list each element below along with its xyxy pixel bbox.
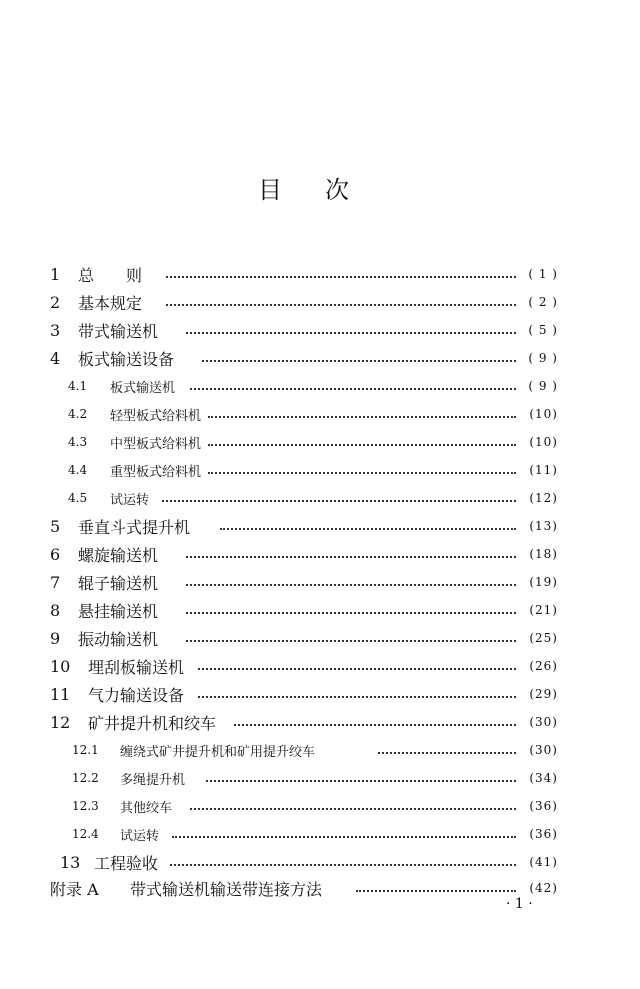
dot-leader — [208, 415, 516, 418]
toc-entry-label: 多绳提升机 — [120, 772, 186, 788]
toc-entry-label: 轻型板式给料机 — [110, 408, 202, 424]
dot-leader — [186, 611, 516, 614]
toc-entry-label: 基本规定 — [78, 293, 143, 313]
toc-entry-number: 12 — [50, 712, 71, 732]
toc-entry-number: 6 — [50, 544, 61, 564]
dot-leader — [172, 835, 516, 838]
toc-entry-label: 其他绞车 — [120, 800, 173, 816]
toc-entry-label: 带式输送机 — [78, 321, 159, 341]
toc-entry-appendix-a[interactable] — [0, 876, 640, 900]
toc-entry-number: 11 — [50, 684, 71, 704]
toc-entry-page: (13) — [529, 519, 558, 533]
toc-entry-9[interactable] — [0, 626, 640, 650]
toc-entry-page: (19) — [529, 575, 558, 589]
toc-entry-page: (10) — [529, 407, 558, 421]
toc-entry-page: (10) — [529, 435, 558, 449]
dot-leader — [186, 583, 516, 586]
toc-entry-label: 带式输送机输送带连接方法 — [130, 879, 323, 899]
toc-entry-label: 矿井提升机和绞车 — [88, 713, 217, 733]
dot-leader — [186, 331, 516, 334]
toc-entry-page: (34) — [529, 771, 558, 785]
toc-entry-label: 悬挂输送机 — [78, 601, 159, 621]
toc-entry-label: 中型板式给料机 — [110, 436, 202, 452]
dot-leader — [166, 275, 516, 278]
toc-entry-number: 12.4 — [72, 827, 99, 841]
toc-entry-page: (11) — [529, 463, 558, 477]
toc-entry-13[interactable] — [0, 850, 640, 874]
toc-entry-label: 螺旋输送机 — [78, 545, 159, 565]
toc-entry-number: 10 — [50, 656, 71, 676]
toc-entry-4-1[interactable] — [0, 374, 640, 398]
toc-entry-label: 试运转 — [120, 828, 160, 844]
toc-entry-12-1[interactable] — [0, 738, 640, 762]
dot-leader — [198, 667, 516, 670]
toc-entry-page: ( 1 ) — [528, 267, 558, 281]
dot-leader — [190, 387, 516, 390]
toc-entry-page: (36) — [529, 827, 558, 841]
toc-entry-10[interactable] — [0, 654, 640, 678]
toc-entry-label: 总 则 — [78, 265, 143, 285]
toc-entry-label: 缠绕式矿井提升机和矿用提升绞车 — [120, 744, 316, 760]
toc-entry-label: 埋刮板输送机 — [88, 657, 185, 677]
toc-entry-label: 试运转 — [110, 492, 150, 508]
toc-entry-number: 4 — [50, 348, 61, 368]
dot-leader — [208, 443, 516, 446]
toc-entry-4-5[interactable] — [0, 486, 640, 510]
toc-entry-page: ( 9 ) — [528, 379, 558, 393]
toc-entry-4-4[interactable] — [0, 458, 640, 482]
dot-leader — [378, 751, 516, 754]
toc-entry-4-3[interactable] — [0, 430, 640, 454]
toc-entry-12-3[interactable] — [0, 794, 640, 818]
toc-entry-2[interactable] — [0, 290, 640, 314]
dot-leader — [220, 527, 516, 530]
toc-entry-number: 2 — [50, 292, 61, 312]
dot-leader — [206, 779, 516, 782]
dot-leader — [186, 555, 516, 558]
toc-entry-4-2[interactable] — [0, 402, 640, 426]
toc-entry-12-4[interactable] — [0, 822, 640, 846]
toc-entry-1[interactable] — [0, 262, 640, 286]
toc-entry-page: (18) — [529, 547, 558, 561]
title-char-1: 目 — [258, 176, 282, 204]
toc-entry-number: 13 — [60, 852, 81, 872]
toc-entry-page: (41) — [529, 855, 558, 869]
toc-entry-4[interactable] — [0, 346, 640, 370]
toc-entry-page: (12) — [529, 491, 558, 505]
toc-entry-page: (25) — [529, 631, 558, 645]
toc-entry-label: 辊子输送机 — [78, 573, 159, 593]
toc-entry-number: 4.4 — [68, 463, 88, 477]
toc-entry-label: 重型板式给料机 — [110, 464, 202, 480]
toc-entry-page: ( 5 ) — [528, 323, 558, 337]
toc-entry-label: 气力输送设备 — [88, 685, 185, 705]
toc-entry-label: 工程验收 — [94, 853, 159, 873]
toc-entry-5[interactable] — [0, 514, 640, 538]
toc-entry-page: ( 2 ) — [528, 295, 558, 309]
dot-leader — [202, 359, 516, 362]
dot-leader — [190, 807, 516, 810]
toc-entry-page: (30) — [529, 715, 558, 729]
toc-entry-12-2[interactable] — [0, 766, 640, 790]
dot-leader — [170, 863, 516, 866]
toc-entry-label: 板式输送机 — [110, 380, 176, 396]
toc-entry-number: 8 — [50, 600, 61, 620]
title-char-2: 次 — [325, 176, 349, 204]
toc-entry-page: (21) — [529, 603, 558, 617]
toc-entry-12[interactable] — [0, 710, 640, 734]
dot-leader — [234, 723, 516, 726]
toc-entry-number: 12.2 — [72, 771, 99, 785]
page-number: · 1 · — [506, 896, 533, 912]
toc-entry-11[interactable] — [0, 682, 640, 706]
dot-leader — [186, 639, 516, 642]
toc-entry-8[interactable] — [0, 598, 640, 622]
toc-entry-number: 3 — [50, 320, 61, 340]
toc-entry-number: 4.5 — [68, 491, 88, 505]
toc-entry-number: 4.1 — [68, 379, 88, 393]
toc-entry-page: ( 9 ) — [528, 351, 558, 365]
toc-entry-6[interactable] — [0, 542, 640, 566]
dot-leader — [208, 471, 516, 474]
toc-entry-number: 4.2 — [68, 407, 88, 421]
dot-leader — [162, 499, 516, 502]
toc-entry-number: 12.3 — [72, 799, 99, 813]
toc-entry-3[interactable] — [0, 318, 640, 342]
toc-entry-label: 板式输送设备 — [78, 349, 175, 369]
toc-entry-number: 12.1 — [72, 743, 99, 757]
dot-leader — [198, 695, 516, 698]
dot-leader — [166, 303, 516, 306]
toc-entry-page: (36) — [529, 799, 558, 813]
toc-entry-7[interactable] — [0, 570, 640, 594]
toc-entry-number: 1 — [50, 264, 61, 284]
toc-entry-number: 5 — [50, 516, 61, 536]
toc-entry-number: 7 — [50, 572, 61, 592]
dot-leader — [356, 889, 516, 892]
toc-entry-number: 9 — [50, 628, 61, 648]
toc-entry-page: (29) — [529, 687, 558, 701]
toc-entry-number: 附录 A — [50, 879, 99, 899]
toc-entry-page: (42) — [529, 881, 558, 895]
toc-entry-page: (26) — [529, 659, 558, 673]
toc-entry-page: (30) — [529, 743, 558, 757]
toc-entry-label: 振动输送机 — [78, 629, 159, 649]
toc-entry-number: 4.3 — [68, 435, 88, 449]
toc-entry-label: 垂直斗式提升机 — [78, 517, 191, 537]
